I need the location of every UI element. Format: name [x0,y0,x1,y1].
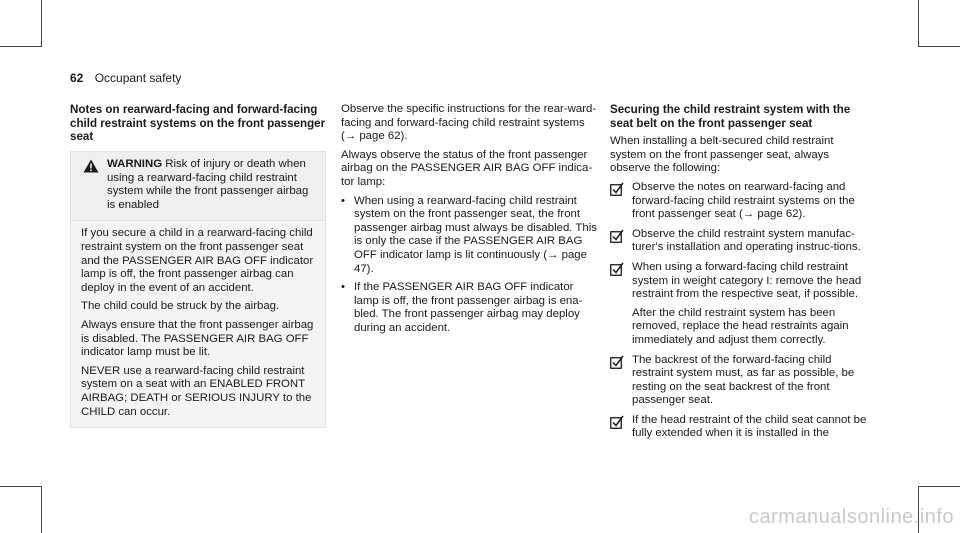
warning-body [71,221,325,427]
warning-box [70,151,326,428]
checkbox-tick-icon [610,182,624,196]
checkbox-tick-icon [610,262,624,276]
column-3 [610,103,868,447]
checklist-text: The backrest of the forward-facing child restraint system must, as far as possible, be resting on the seat backrest of the front passenger seat. [632,353,855,407]
checkbox-tick-icon [610,415,624,429]
page-header [70,71,181,85]
checklist-item [610,354,868,408]
bullet-icon: • [341,281,345,294]
intro-paragraph: When installing a belt-secured child restraint system on the front passenger seat, always observe the following: [610,135,834,175]
section-title: Occupant safety [94,71,182,85]
crop-mark [918,486,960,487]
list-item-text: If the PASSENGER AIR BAG OFF indicator lamp is off, the front passenger airbag is ena-bled. The front passenger airbag may deploy during an accident. [354,281,583,334]
bullet-icon: • [341,194,345,207]
warning-paragraph: The child could be struck by the airbag. [81,300,280,313]
warning-paragraph: Always ensure that the front passenger airbag is disabled. The PASSENGER AIR BAG OFF indicator lamp must be lit. [81,318,314,359]
checklist [610,181,868,441]
checkbox-tick-icon [610,355,624,369]
section-heading: Securing the child restraint system with the seat belt on the front passenger seat [610,103,851,130]
warning-paragraph: NEVER use a rearward-facing child restraint system on a seat with an ENABLED FRONT AIRBAG; DEATH or SERIOUS INJURY to the CHILD can occur. [81,364,312,418]
page-number: 62 [70,71,84,85]
list-item [341,195,598,277]
intro-paragraph: Always observe the status of the front passenger airbag on the PASSENGER AIR BAG OFF indica-tor lamp: [341,148,593,188]
crop-mark [41,486,42,533]
checklist-text: When using a forward-facing child restraint system in weight category I: remove the head restraint from the respective seat, if possible. [632,260,862,301]
checklist-item [610,261,868,348]
list-item-text: When using a rearward-facing child restraint system on the front passenger seat, the front passenger airbag must always be disabled. This is only the case if the PASSENGER AIR BAG OFF indicator lamp is lit continuously (→ page 47). [354,194,597,275]
crop-mark [0,46,42,47]
checklist-item [610,228,868,255]
checklist-text: Observe the child restraint system manufac-turer's installation and operating instruc-tions. [632,227,861,254]
crop-mark [41,0,42,47]
checklist-text: If the head restraint of the child seat cannot be fully extended when it is installed in the [632,413,867,440]
checklist-item [610,181,868,222]
watermark: carmanualsonline.info [748,506,954,528]
checklist-note: After the child restraint system has been removed, replace the head restraints again immediately and adjust them correctly. [632,306,849,346]
column-1 [70,103,326,418]
warning-paragraph: If you secure a child in a rearward-facing child restraint system on the front passenger seat and the PASSENGER AIR BAG OFF indicator lamp is off, the front passenger airbag can deploy in the event of an accident. [81,227,314,294]
list-item [341,281,598,335]
warning-triangle-icon [83,159,99,173]
column-2 [341,103,598,341]
crop-mark [918,0,919,47]
warning-summary: Risk of injury or death when using a rearward-facing child restraint system while the front passenger airbag is enabled [107,158,309,211]
crop-mark [918,46,960,47]
section-heading: Notes on rearward-facing and forward-facing child restraint systems on the front passenger seat [70,103,326,144]
warning-header [71,152,325,221]
bullet-list [341,195,598,336]
checklist-item [610,414,868,441]
checkbox-tick-icon [610,229,624,243]
warning-title: WARNING [107,158,163,170]
checklist-text: Observe the notes on rearward-facing and forward-facing child restraint systems on the front passenger seat (→ page 62). [632,180,855,221]
intro-paragraph: Observe the specific instructions for the rear-ward-facing and forward-facing child restraint systems (→ page 62). [341,103,597,143]
crop-mark [0,486,42,487]
